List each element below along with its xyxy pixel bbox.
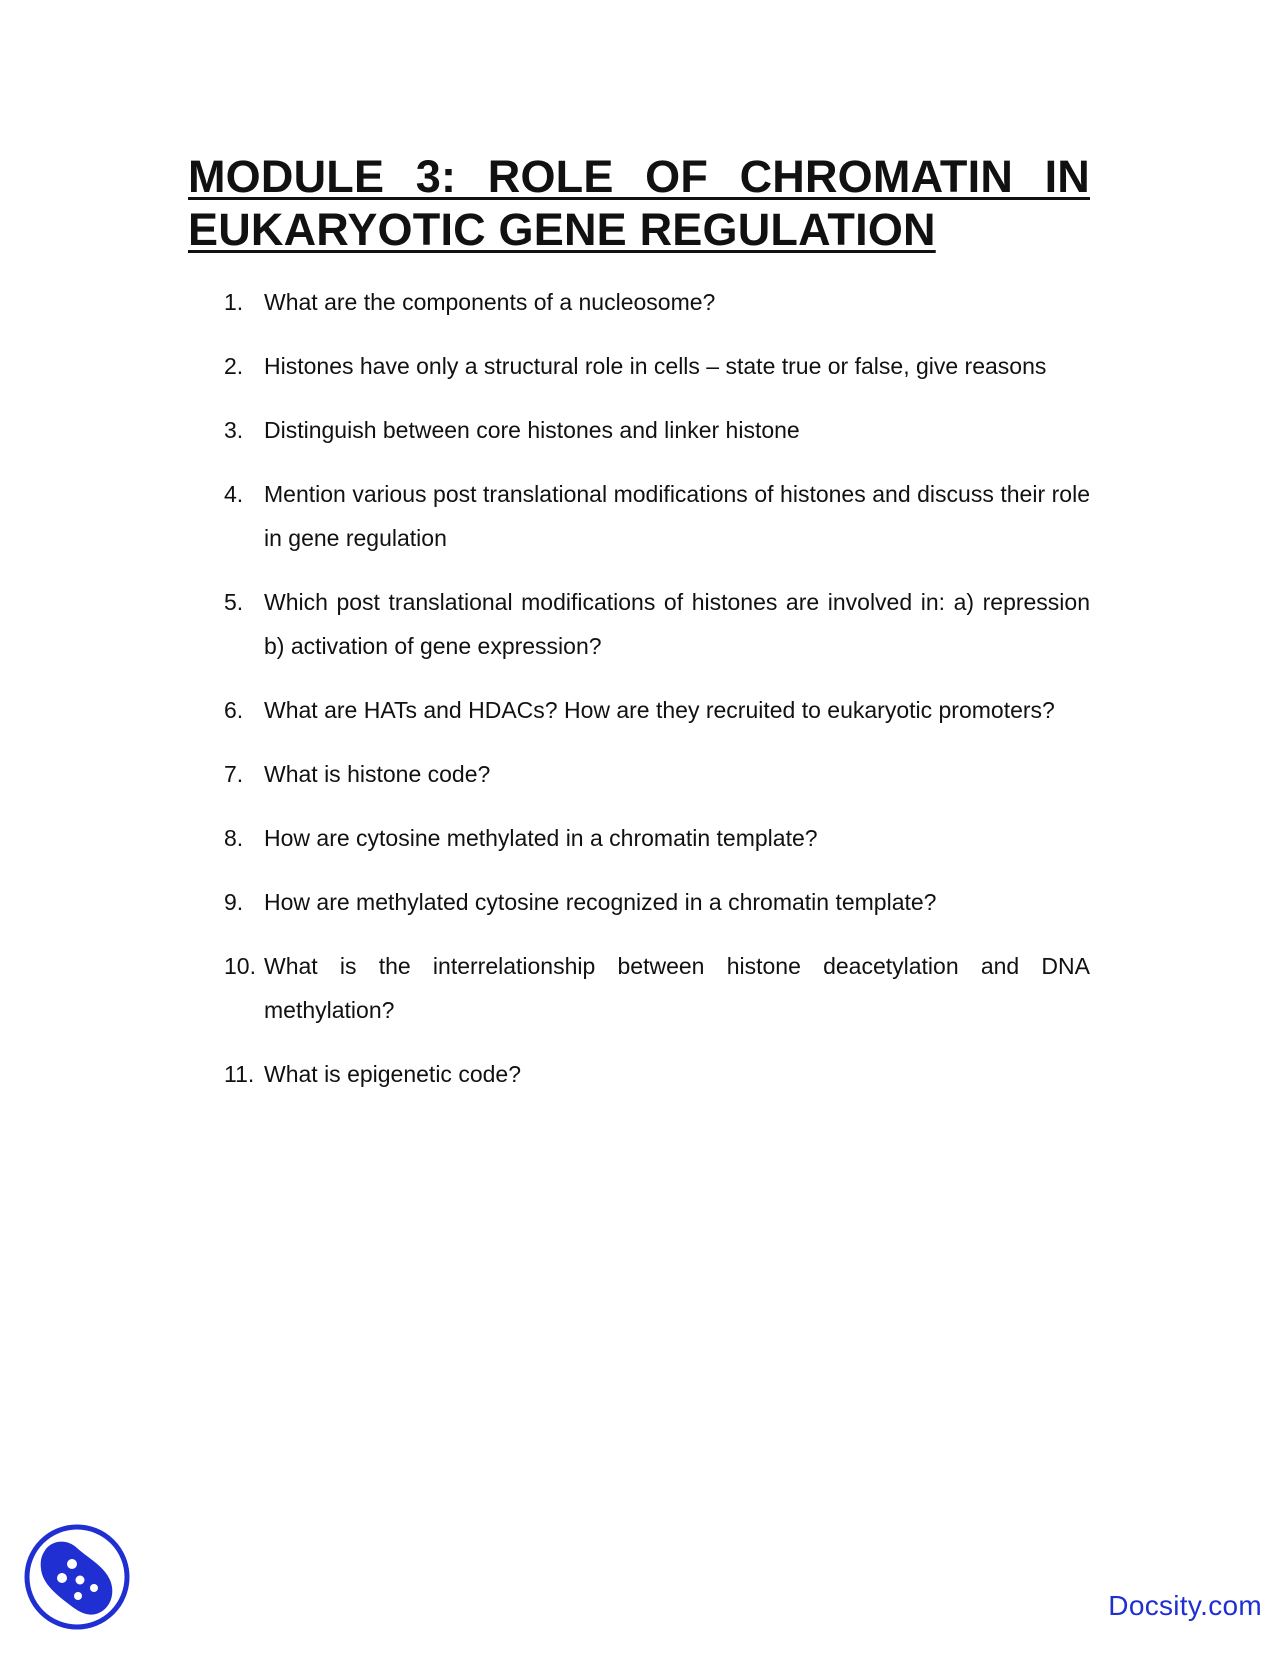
question-text: What is the interrelationship between histone deacetylation and DNA methylation?: [264, 953, 1090, 1023]
question-text: What is epigenetic code?: [264, 1061, 521, 1087]
question-list: [188, 280, 1090, 1116]
question-number: 7.: [224, 761, 244, 787]
question-text: Which post translational modifications of histones are involved in: a) repression b) activation of gene expression?: [264, 589, 1090, 659]
question-number: 9.: [224, 889, 244, 915]
question-number: 2.: [224, 353, 244, 379]
question-item-7: [188, 752, 1090, 796]
question-number: 11.: [224, 1061, 255, 1087]
question-item-5: [188, 580, 1090, 668]
question-number: 4.: [224, 481, 244, 507]
question-text: What are HATs and HDACs? How are they recruited to eukaryotic promoters?: [264, 697, 1055, 723]
question-number: 6.: [224, 697, 244, 723]
question-number: 3.: [224, 417, 244, 443]
page-title: [188, 150, 1090, 256]
question-item-2: [188, 344, 1090, 388]
docsity-brand-link[interactable]: Docsity.com: [1108, 1590, 1262, 1621]
question-text: Histones have only a structural role in cells – state true or false, give reasons: [264, 353, 1047, 379]
question-number: 8.: [224, 825, 244, 851]
question-item-4: [188, 472, 1090, 560]
question-item-8: [188, 816, 1090, 860]
question-number: 5.: [224, 589, 244, 615]
question-item-3: [188, 408, 1090, 452]
question-number: 1.: [224, 289, 244, 315]
question-item-11: [188, 1052, 1090, 1096]
title-line-1: MODULE 3: ROLE OF CHROMATIN IN: [188, 151, 1090, 202]
docsity-logo-graphic: [22, 1522, 132, 1632]
question-item-6: [188, 688, 1090, 732]
question-text: How are cytosine methylated in a chromatin template?: [264, 825, 818, 851]
docsity-logo-icon: [22, 1522, 132, 1632]
question-text: What is histone code?: [264, 761, 491, 787]
question-text: Mention various post translational modifications of histones and discuss their role in gene regulation: [264, 481, 1090, 551]
question-text: Distinguish between core histones and linker histone: [264, 417, 800, 443]
question-item-10: [188, 944, 1090, 1032]
question-text: How are methylated cytosine recognized in a chromatin template?: [264, 889, 937, 915]
question-item-9: [188, 880, 1090, 924]
question-text: What are the components of a nucleosome?: [264, 289, 716, 315]
question-number: 10.: [224, 953, 256, 979]
question-item-1: [188, 280, 1090, 324]
title-line-2: EUKARYOTIC GENE REGULATION: [188, 204, 936, 255]
